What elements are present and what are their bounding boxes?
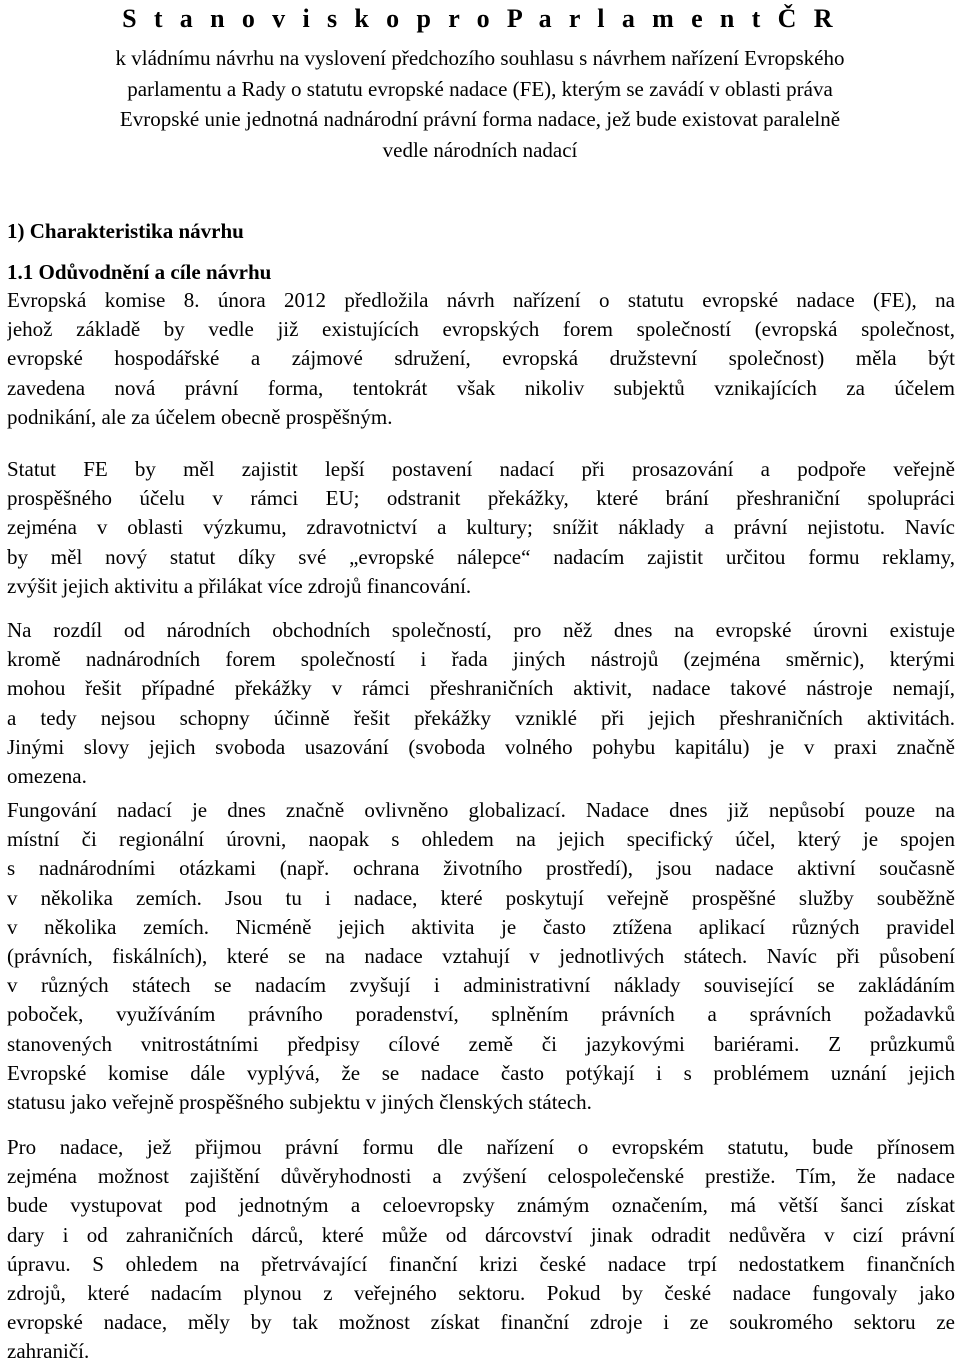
text-line: zejména možnost zajištění důvěryhodnosti a zvýšení celospolečenské prestiže. Tím, že nadace: [7, 1164, 955, 1189]
text-line: Pro nadace, jež přijmou právní formu dle nařízení o evropském statutu, bude přínosem: [7, 1135, 955, 1159]
text-line: Statut FE by měl zajistit lepší postavení nadací při prosazování a podpoře veřejně: [7, 457, 955, 481]
subtitle-line: vedle národních nadací: [382, 137, 578, 162]
text-line: evropské nadace, měly by tak možnost získat finanční zdroje i ze soukromého sektoru ze: [7, 1310, 955, 1335]
text-line: Na rozdíl od národních obchodních společností, pro něž dnes na evropské úrovni existuje: [7, 618, 955, 642]
text-line: Jinými slovy jejich svoboda usazování (svoboda volného pohybu kapitálu) je v praxi značně: [7, 734, 955, 759]
text-line: Evropská komise 8. února 2012 předložila návrh nařízení o statutu evropské nadace (FE), na: [7, 288, 955, 312]
text-line: (právních, fiskálních), které se na nadace vztahují v jednotlivých státech. Navíc při působení: [7, 943, 955, 968]
paragraph: [7, 616, 955, 791]
text-line: omezena.: [7, 763, 87, 788]
text-line: evropské hospodářské a zájmové sdružení, evropská družstevní společnost) měla být: [7, 346, 955, 371]
text-line: s nadnárodními otázkami (např. ochrana životního prostředí), jsou nadace aktivní současně: [7, 856, 955, 881]
text-line: kromě nadnárodních forem společností i řada jiných nástrojů (zejména směrnic), kterými: [7, 647, 955, 672]
text-line: a tedy nejsou schopny účinně řešit překážky vzniklé při jejich přeshraničních aktivitách.: [7, 705, 955, 730]
text-line: v několika zemích. Nicméně jejich aktivita je často ztížena aplikací různých pravidel: [7, 914, 955, 939]
document-subtitle: [0, 43, 960, 165]
text-line: místní či regionální úrovni, naopak s ohledem na jejich specifický účel, který je spojen: [7, 827, 955, 852]
text-line: v různých státech se nadacím zvyšují i administrativní náklady související se zakládáním: [7, 973, 955, 998]
document-title: S t a n o v i s k o p r o P a r l a m e n t Č R: [122, 4, 838, 33]
text-line: podnikání, ale za účelem obecně prospěšným.: [7, 404, 393, 429]
text-line: Evropské komise dále vyplývá, že se nadace často potýkají i s problémem uznání jejich: [7, 1060, 955, 1085]
section-heading: 1) Charakteristika návrhu: [7, 219, 244, 243]
text-line: stanovených vnitrostátními předpisy cílové země či jazykovými bariérami. Z průzkumů: [7, 1031, 955, 1056]
text-line: statusu jako veřejně prospěšného subjektu v jiných členských státech.: [7, 1089, 592, 1114]
text-line: v několika zemích. Jsou tu i nadace, které poskytují veřejně prospěšné služby souběžně: [7, 885, 955, 910]
subsection-heading: 1.1 Odůvodnění a cíle návrhu: [7, 260, 272, 284]
paragraph: [7, 1133, 955, 1367]
subtitle-line: parlamentu a Rady o statutu evropské nadace (FE), kterým se zavádí v oblasti práva: [127, 76, 833, 101]
text-line: jehož základě by vedle již existujících evropských forem společností (evropská společnost,: [7, 317, 955, 342]
subtitle-line: k vládnímu návrhu na vyslovení předchozího souhlasu s návrhem nařízení Evropského: [115, 46, 845, 70]
text-line: dary i od zahraničních dárců, které může od dárcovství jinak odradit nedůvěra v cizí právní: [7, 1222, 955, 1247]
text-line: poboček, využíváním právního poradenství, splněním právních a správních požadavků: [7, 1002, 955, 1027]
text-line: prospěšného účelu v rámci EU; odstranit překážky, které brání přeshraniční spolupráci: [7, 486, 955, 511]
text-line: mohou řešit případné překážky v rámci přeshraničních aktivit, nadace takové nástroje nemají,: [7, 676, 955, 701]
text-line: bude vystupovat pod jednotným a celoevropsky známým označením, má větší šanci získat: [7, 1193, 955, 1218]
text-line: zavedena nová právní forma, tentokrát však nikoliv subjektů vznikajících za účelem: [7, 375, 955, 400]
text-line: zdrojů, které nadacím plynou z veřejného sektoru. Pokud by české nadace fungovaly jako: [7, 1280, 955, 1305]
text-line: zahraničí.: [7, 1339, 90, 1364]
paragraph: [7, 455, 955, 601]
paragraph: [7, 286, 955, 432]
paragraph: [7, 796, 955, 1117]
text-line: Fungování nadací je dnes značně ovlivněno globalizací. Nadace dnes již nepůsobí pouze na: [7, 798, 955, 822]
subtitle-line: Evropské unie jednotná nadnárodní právní forma nadace, jež bude existovat paralelně: [119, 107, 841, 131]
text-line: zejména v oblasti výzkumu, zdravotnictví a kultury; snížit náklady a právní nejistotu. Navíc: [7, 515, 955, 540]
text-line: zvýšit jejich aktivitu a přilákat více zdrojů financování.: [7, 573, 472, 598]
text-line: by měl nový statut díky své „evropské nálepce“ nadacím zajistit určitou formu reklamy,: [7, 544, 955, 569]
text-line: úpravu. S ohledem na přetrvávající finanční krizi české nadace trpí nedostatkem finančních: [7, 1251, 955, 1276]
